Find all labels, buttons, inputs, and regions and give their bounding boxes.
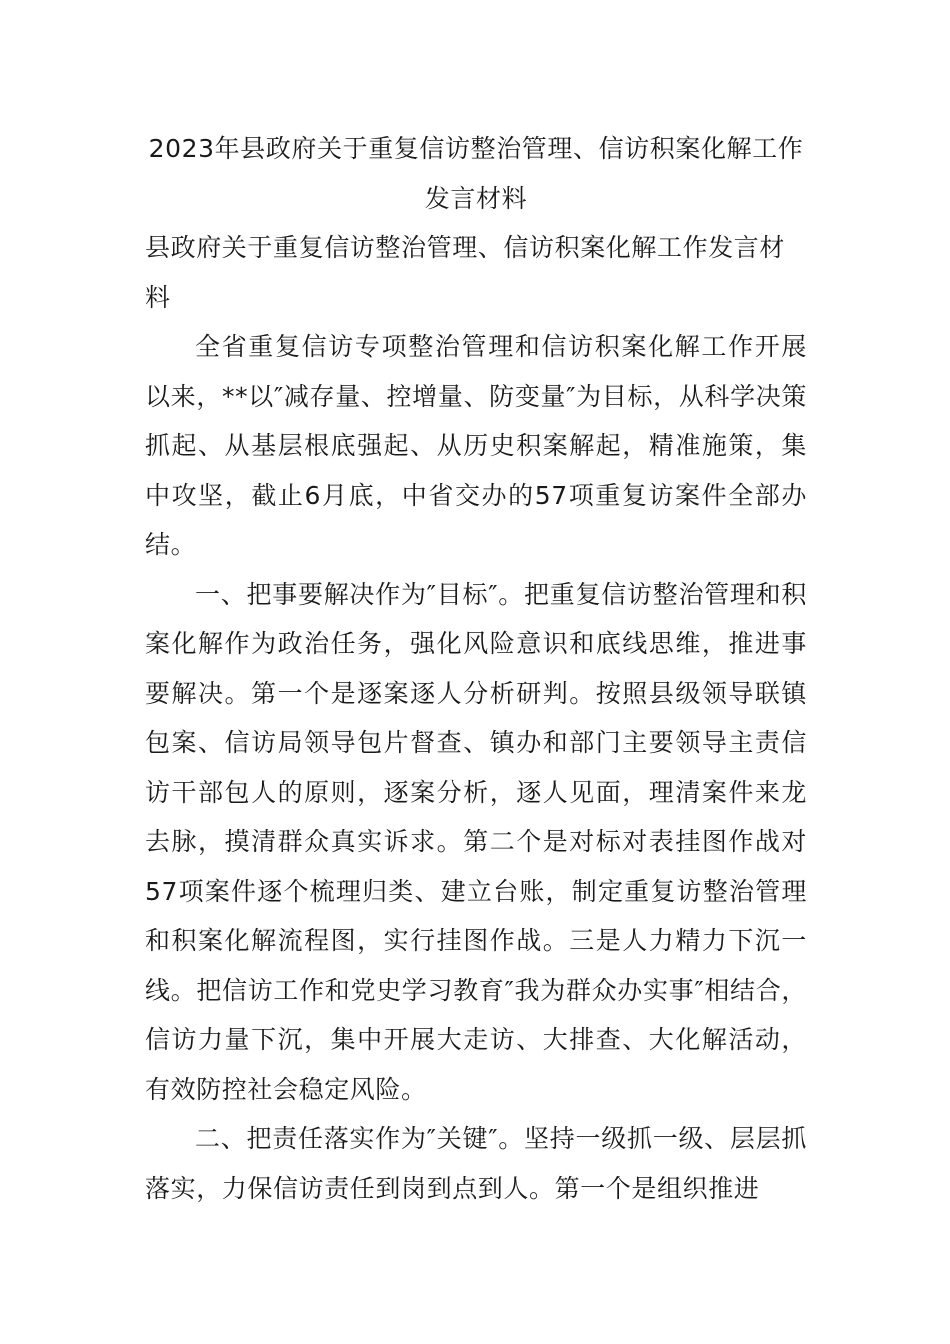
- paragraph-intro: 全省重复信访专项整治管理和信访积案化解工作开展以来，**以″减存量、控增量、防变量″为目标，从科学决策抓起、从基层根底强起、从历史积案解起，精准施策，集中攻坚，截止6月底，中省交办的57项重复访案件全部办结。: [145, 332, 807, 559]
- document-subtitle: 县政府关于重复信访整治管理、信访积案化解工作发言材料: [145, 233, 786, 312]
- paragraph-section-one: 一、把事要解决作为″目标″。把重复信访整治管理和积案化解作为政治任务，强化风险意识和底线思维，推进事要解决。第一个是逐案逐人分析研判。按照县级领导联镇包案、信访局领导包片督查、镇办和部门主要领导主责信访干部包人的原则，逐案分析，逐人见面，理清案件来龙去脉，摸清群众真实诉求。第二个是对标对表挂图作战对57项案件逐个梳理归类、建立台账，制定重复访整治管理和积案化解流程图，实行挂图作战。三是人力精力下沉一线。把信访工作和党史学习教育″我为群众办实事″相结合，信访力量下沉，集中开展大走访、大排查、大化解活动，有效防控社会稳定风险。: [145, 579, 807, 1104]
- document-body: [145, 124, 807, 1213]
- paragraph-section-two: 二、把责任落实作为″关键″。坚持一级抓一级、层层抓落实，力保信访责任到岗到点到人。第一个是组织推进: [145, 1124, 807, 1203]
- document-title: 2023年县政府关于重复信访整治管理、信访积案化解工作发言材料: [148, 134, 804, 213]
